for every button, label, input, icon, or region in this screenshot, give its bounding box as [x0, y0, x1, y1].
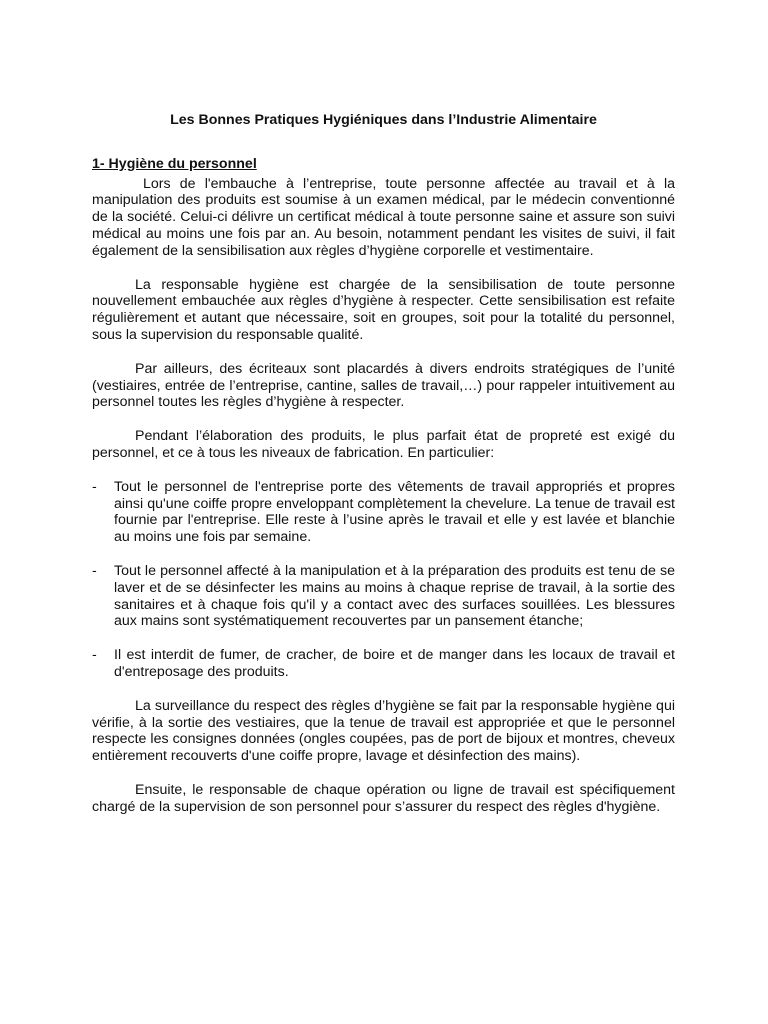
paragraph-medical-exam: Lors de l'embauche à l’entreprise, toute personne affectée au travail et à la manipulation des produits est soumise à un examen médical, par le médecin conventionné de la société. Celui-ci délivre un certificat médical à toute personne saine et assure son suivi médical au moins une fois par an. Au besoin, notamment pendant les visites de suivi, il fait également de la sensibilisation aux règles d’hygiène corporelle et vestimentaire.	[92, 175, 675, 259]
list-item	[92, 647, 675, 681]
section-heading: 1- Hygiène du personnel	[92, 155, 257, 172]
rules-list	[92, 479, 675, 681]
paragraph-signage: Par ailleurs, des écriteaux sont placardés à divers endroits stratégiques de l’unité (vestiaires, entrée de l’entreprise, cantine, salles de travail,…) pour rappeler intuitivement au personnel toutes les règles d’hygiène à respecter.	[92, 360, 675, 411]
bullet-dash: -	[92, 562, 97, 579]
list-item	[92, 479, 675, 546]
list-item-text: Tout le personnel affecté à la manipulation et à la préparation des produits est tenu de se laver et de se désinfecter les mains au moins à chaque reprise de travail, à la sortie des sanitaires et à chaque fois qu'il y a contact avec des surfaces souillées. Les blessures aux mains sont systématiquement recouvertes par un pansement étanche;	[114, 562, 675, 630]
list-item	[92, 563, 675, 630]
document-page	[92, 112, 675, 833]
list-item-text: Il est interdit de fumer, de cracher, de boire et de manger dans les locaux de travail et d'entreposage des produits.	[114, 647, 675, 680]
list-item-text: Tout le personnel de l'entreprise porte des vêtements de travail appropriés et propres ainsi qu'une coiffe propre enveloppant complètement la chevelure. La tenue de travail est fournie par l'entreprise. Elle reste à l’usine après le travail et elle y est lavée et blanchie au moins une fois par semaine.	[114, 478, 675, 546]
document-title: Les Bonnes Pratiques Hygiéniques dans l’Industrie Alimentaire	[170, 112, 597, 128]
bullet-dash: -	[92, 478, 97, 495]
paragraph-cleanliness: Pendant l’élaboration des produits, le plus parfait état de propreté est exigé du personnel, et ce à tous les niveaux de fabrication. En particulier:	[92, 428, 675, 461]
bullet-dash: -	[92, 647, 97, 664]
paragraph-line-responsibility: Ensuite, le responsable de chaque opération ou ligne de travail est spécifiquement chargé de la supervision de son personnel pour s’assurer du respect des règles d'hygiène.	[92, 781, 675, 815]
paragraph-supervision: La surveillance du respect des règles d’hygiène se fait par la responsable hygiène qui vérifie, à la sortie des vestiaires, que la tenue de travail est appropriée et que le personnel respecte les consignes données (ongles coupées, pas de port de bijoux et montres, cheveux entièrement recouverts d'une coiffe propre, lavage et désinfection des mains).	[92, 697, 675, 765]
paragraph-hygiene-awareness: La responsable hygiène est chargée de la sensibilisation de toute personne nouvellement embauchée aux règles d’hygiène à respecter. Cette sensibilisation est refaite régulièrement et autant que nécessaire, soit en groupes, soit pour la totalité du personnel, sous la supervision du responsable qualité.	[92, 276, 675, 343]
